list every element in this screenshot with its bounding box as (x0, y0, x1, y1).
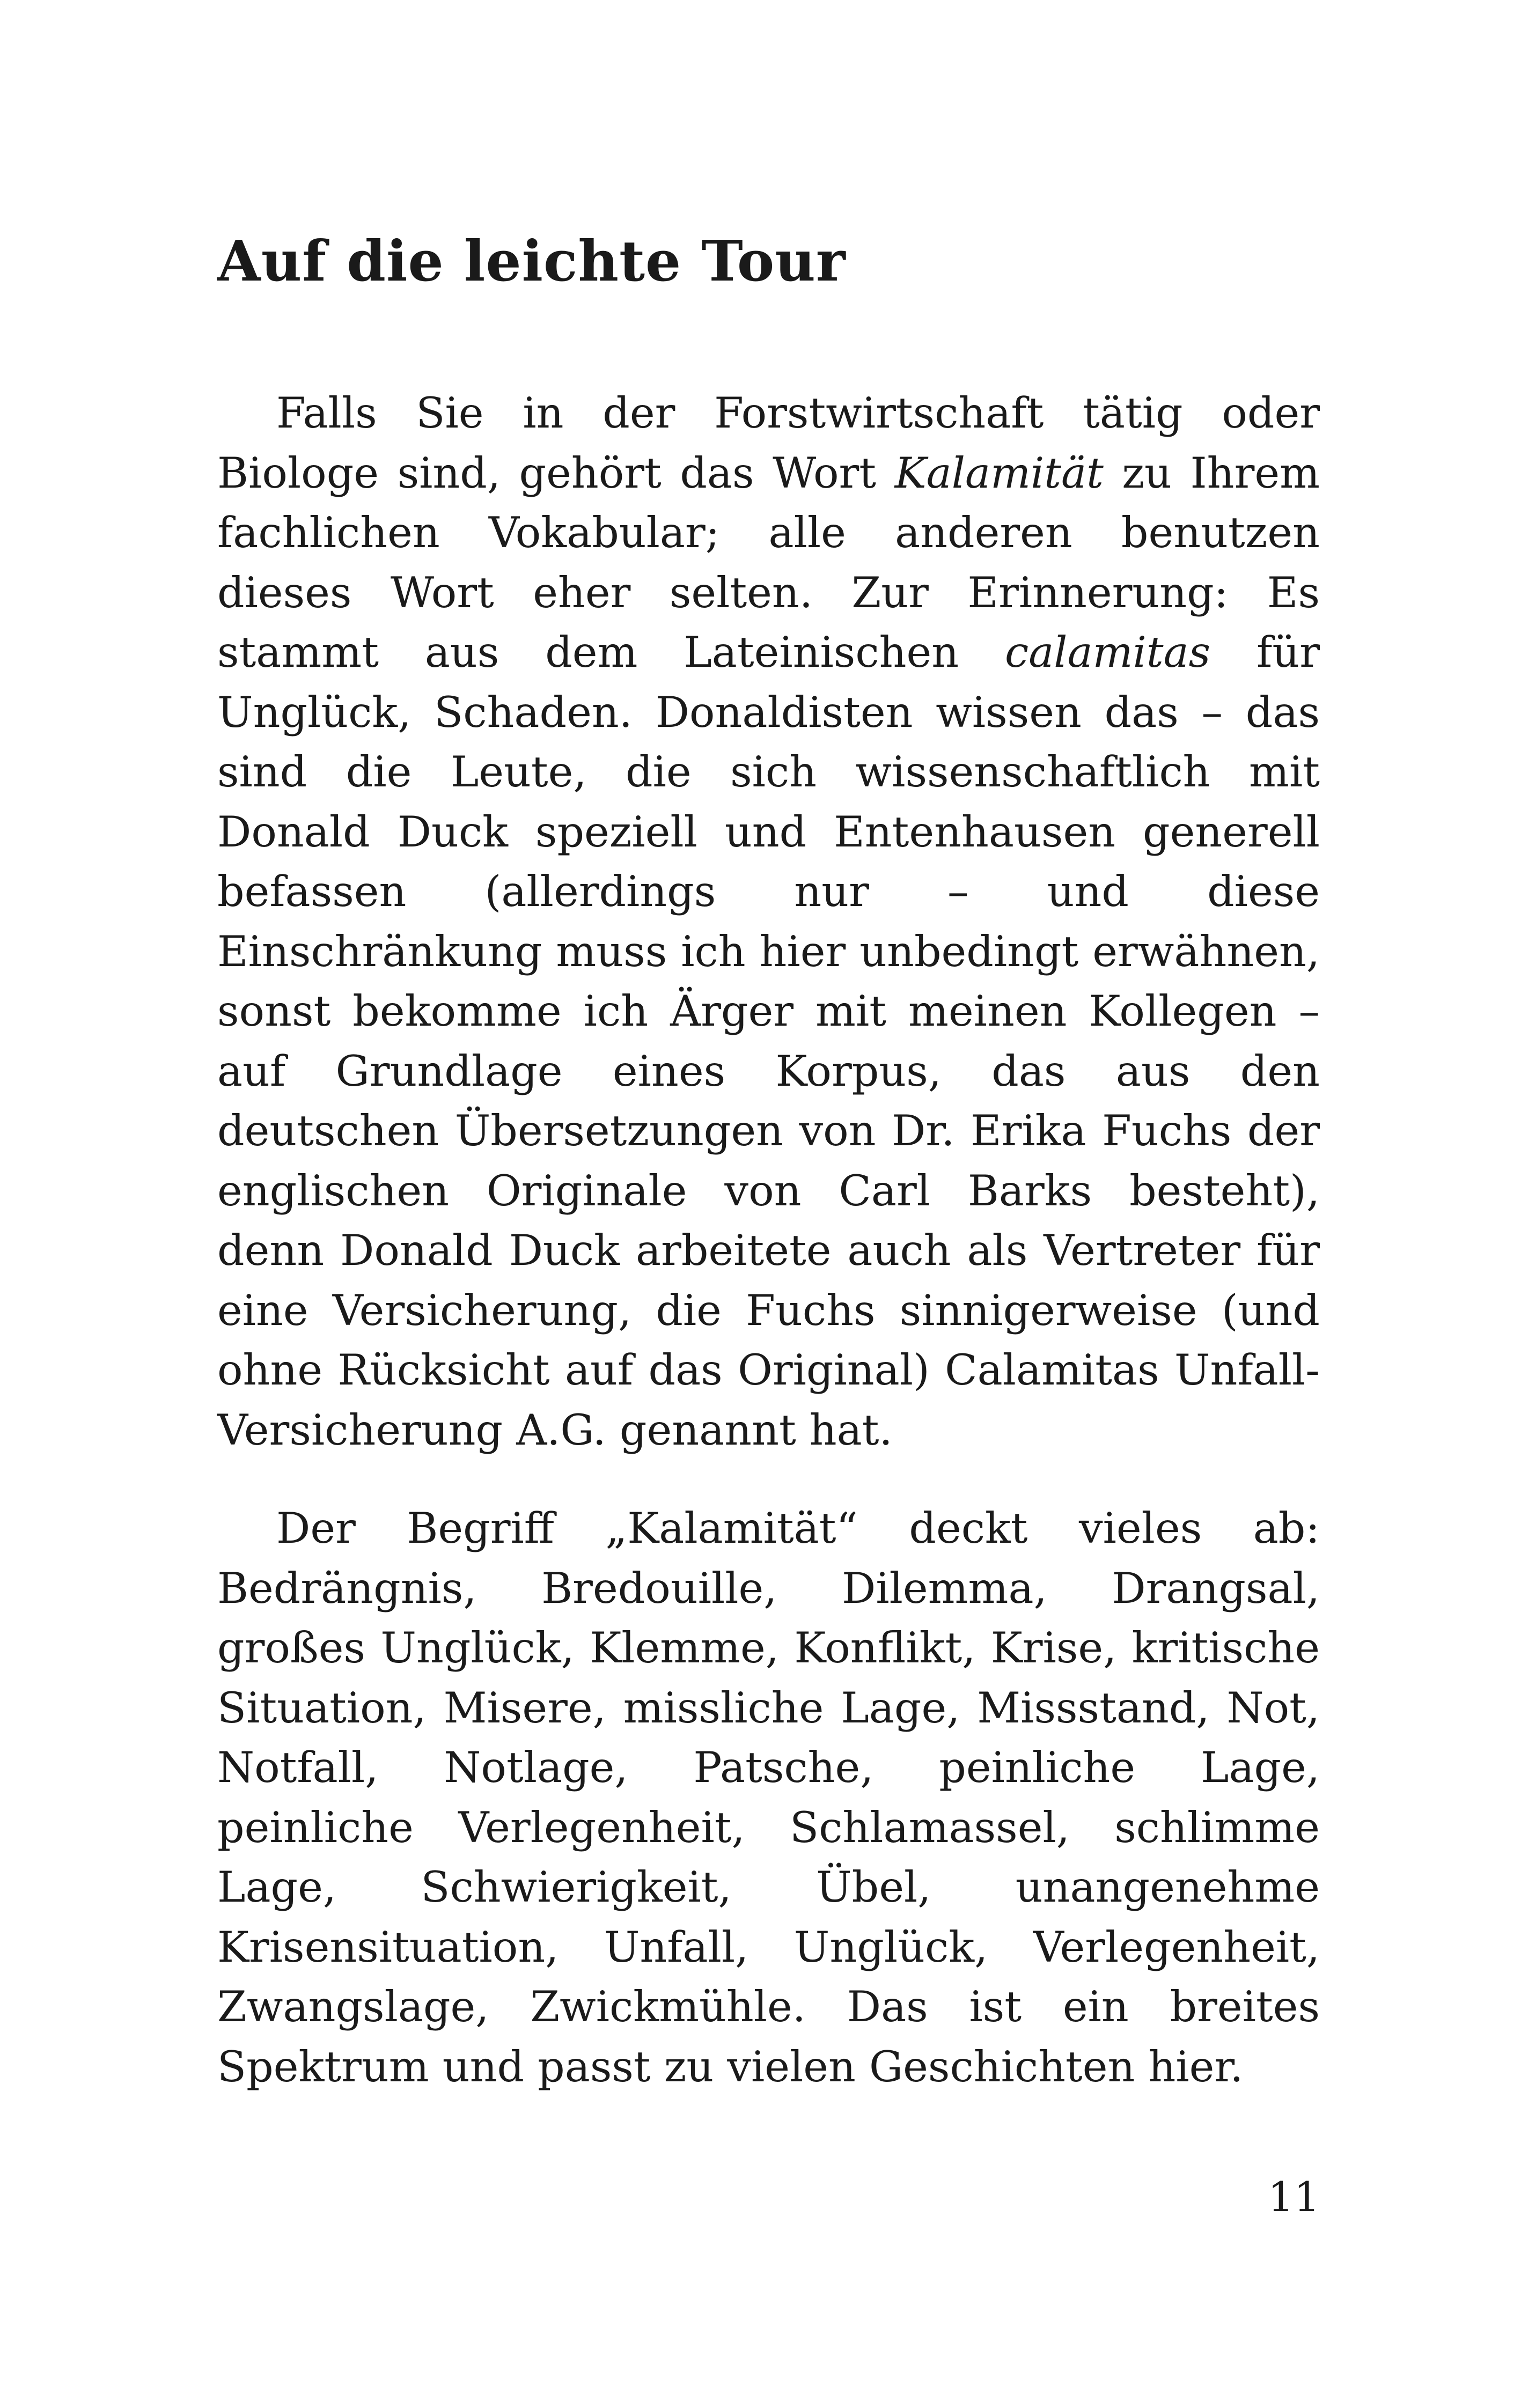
page-number: 11 (1268, 2173, 1320, 2221)
body-text (217, 384, 1320, 2097)
page-title: Auf die leichte Tour (217, 228, 846, 294)
paragraph-1 (217, 384, 1320, 1460)
italic-term-calamitas: calamitas (1004, 628, 1211, 677)
text-run: für Unglück, Schaden. Donaldisten wissen das – das sind die Leute, die sich wissenschaftlich mit Donald Duck speziell und Entenhausen generell befassen (allerdings nur – und diese Einschränkung muss ich hier unbedingt erwähnen, sonst bekomme ich Ärger mit meinen Kollegen – auf Grundlage eines Korpus, das aus den deutschen Übersetzungen von Dr. Erika Fuchs der englischen Originale von Carl Barks besteht), denn Donald Duck arbeitete auch als Vertreter für eine Versicherung, die Fuchs sinnigerweise (und ohne Rücksicht auf das Original) Calamitas Unfall-Versicherung A.G. genannt hat. (217, 628, 1320, 1455)
text-run: Falls Sie in der Forstwirtschaft tätig oder Biologe sind, gehört das Wort (217, 388, 1320, 498)
paragraph-2 (217, 1499, 1320, 2097)
text-run: Der Begriff „Kalamität“ deckt vieles ab: Bedrängnis, Bredouille, Dilemma, Drangsal, großes Unglück, Klemme, Konflikt, Krise, kritische Situation, Misere, missliche Lage, Missstand, Not, Notfall, Notlage, Patsche, peinliche Lage, peinliche Verlegenheit, Schlamassel, schlimme Lage, Schwierigkeit, Übel, unangenehme Krisensituation, Unfall, Unglück, Verlegenheit, Zwangslage, Zwickmühle. Das ist ein breites Spektrum und passt zu vielen Geschichten hier. (217, 1504, 1320, 2092)
italic-term-kalamitaet: Kalamität (894, 448, 1104, 498)
text-run: zu Ihrem fachlichen Vokabular; alle anderen benutzen dieses Wort eher selten. Zur Erinnerung: Es stammt aus dem Lateinischen (217, 448, 1320, 677)
